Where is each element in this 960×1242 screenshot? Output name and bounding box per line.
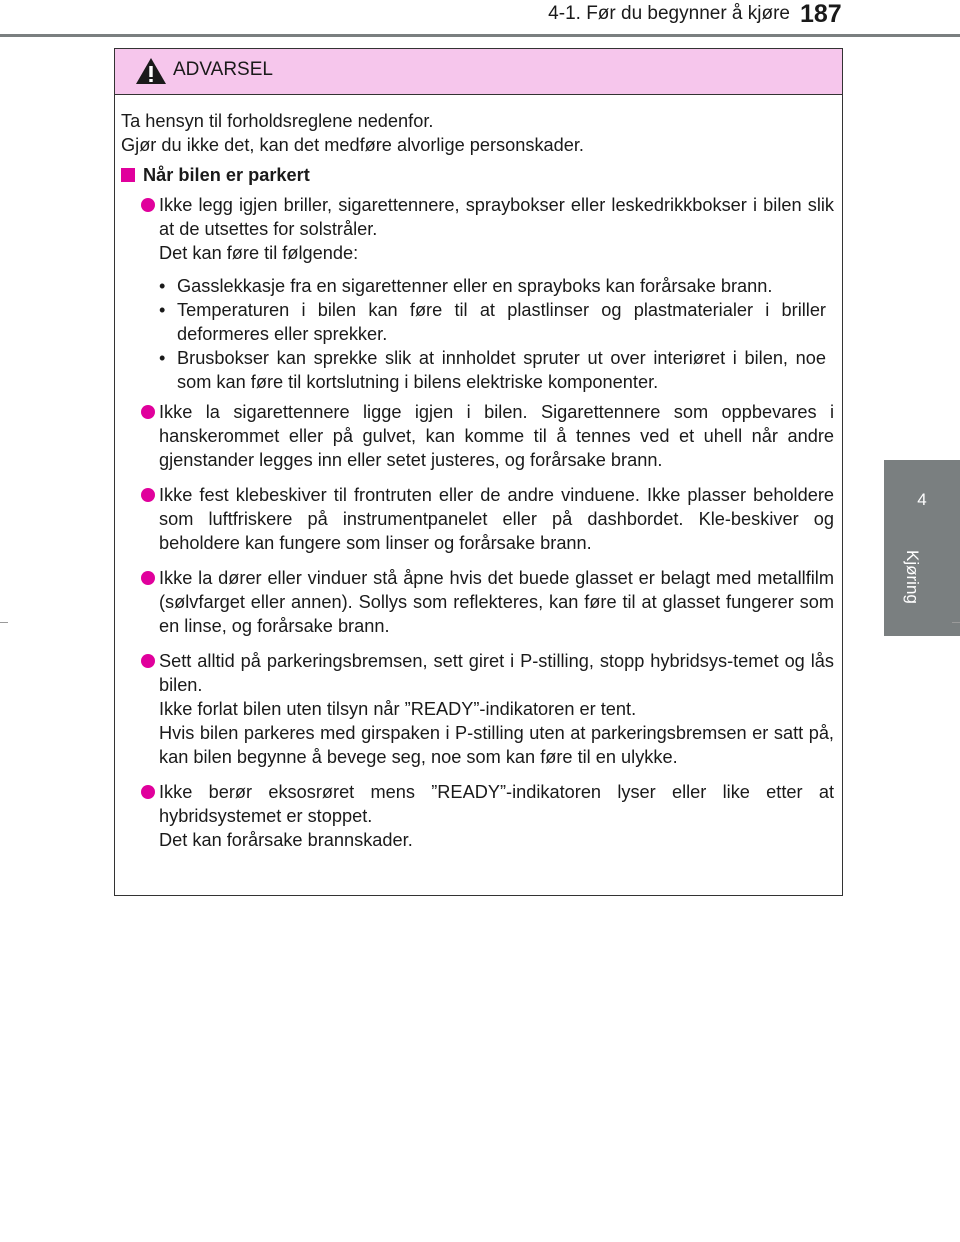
sub-list-item: • Brusbokser kan sprekke slik at innholdet spruter ut over interiøret i bilen, noe som kan føre til kortslutning i bilens elektriske komponenter.	[159, 346, 826, 394]
sub-list-item: • Temperaturen i bilen kan føre til at plastlinser og plastmaterialer i briller deformeres eller sprekker.	[159, 298, 826, 346]
warning-triangle-icon	[135, 57, 167, 85]
header-rule	[0, 34, 960, 37]
page-number: 187	[800, 0, 842, 28]
item-text: Ikke la sigarettennere ligge igjen i bilen. Sigarettennere som oppbevares i hanskerommet eller på gulvet, kan komme til å tennes ved et uhell når andre gjenstander legges inn eller setet justeres, og forårsake brann.	[159, 402, 834, 470]
warning-header	[115, 49, 842, 95]
intro-line: Ta hensyn til forholdsreglene nedenfor.	[121, 111, 434, 131]
list-item	[121, 780, 834, 852]
section-title: 4-1. Før du begynner å kjøre	[548, 3, 790, 24]
chapter-tab[interactable]	[884, 460, 960, 636]
crop-mark-left	[0, 622, 8, 623]
item-text: Ikke legg igjen briller, sigarettennere, spraybokser eller leskedrikkbokser i bilen slik at de utsettes for solstråler.	[159, 195, 834, 239]
circle-bullet-icon	[141, 571, 155, 585]
circle-bullet-icon	[141, 198, 155, 212]
warning-box	[114, 48, 843, 896]
list-item	[121, 400, 834, 472]
item-text: Det kan forårsake brannskader.	[159, 830, 413, 850]
warning-body	[115, 95, 842, 852]
circle-bullet-icon	[141, 785, 155, 799]
list-item	[121, 483, 834, 555]
item-text: Ikke berør eksosrøret mens ”READY”-indikatoren lyser eller like etter at hybridsystemet er stoppet.	[159, 782, 834, 826]
crop-mark-right	[952, 622, 960, 623]
list-item	[121, 649, 834, 769]
item-text: Ikke la dører eller vinduer stå åpne hvis det buede glasset er belagt med metallfilm (sølvfarget eller annen). Sollys som reflekteres, kan føre til at glasset fungerer som en linse, og forårsake brann.	[159, 568, 834, 636]
item-text: Sett alltid på parkeringsbremsen, sett giret i P-stilling, stopp hybridsys-temet og lås bilen.	[159, 651, 834, 695]
warning-intro	[121, 109, 834, 157]
circle-bullet-icon	[141, 654, 155, 668]
circle-bullet-icon	[141, 405, 155, 419]
section-heading: Når bilen er parkert	[121, 163, 834, 187]
list-item	[121, 193, 834, 394]
item-text: Ikke fest klebeskiver til frontruten eller de andre vinduene. Ikke plasser beholdere som luftfriskere på instrumentpanelet eller på dashbordet. Kle-beskiver og beholdere kan fungere som linser og forårsake brann.	[159, 485, 834, 553]
square-bullet-icon	[121, 168, 135, 182]
warning-title: ADVARSEL	[173, 59, 273, 80]
chapter-number: 4	[917, 490, 927, 509]
intro-line: Gjør du ikke det, kan det medføre alvorlige personskader.	[121, 135, 584, 155]
item-text: Det kan føre til følgende:	[159, 243, 359, 263]
sub-list-item: • Gasslekkasje fra en sigarettenner eller en sprayboks kan forårsake brann.	[159, 274, 826, 298]
item-text: Ikke forlat bilen uten tilsyn når ”READY”-indikatoren er tent.	[159, 699, 637, 719]
chapter-label: Kjøring	[903, 550, 922, 604]
item-text: Hvis bilen parkeres med girspaken i P-stilling uten at parkeringsbremsen er satt på, kan bilen begynne å bevege seg, noe som kan føre til en ulykke.	[159, 723, 834, 767]
circle-bullet-icon	[141, 488, 155, 502]
sub-list	[159, 274, 834, 394]
list-item	[121, 566, 834, 638]
